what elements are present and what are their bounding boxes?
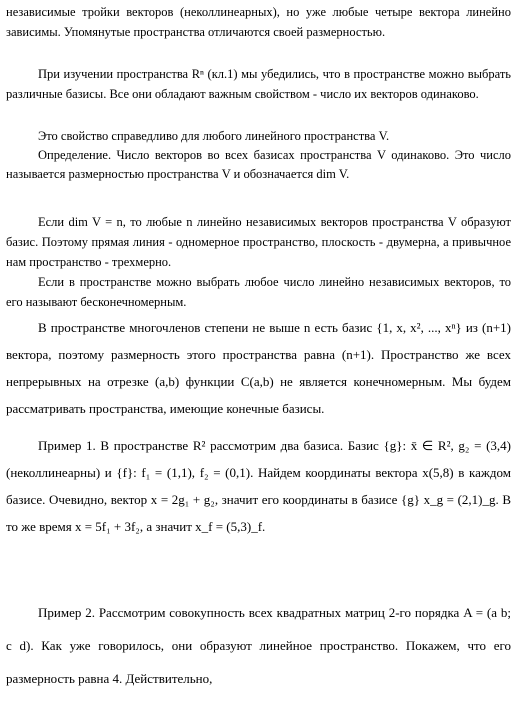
paragraph-intro: независимые тройки векторов (неколлинеарных), но уже любые четыре вектора линейно зависимы. Упомянутые пространства отличаются своей размерностью. bbox=[6, 5, 511, 39]
paragraph-example-1: Пример 1. В пространстве R² рассмотрим два базиса. Базис {g}: x̄ ∈ R², g₂ = (3,4) (неколлинеарны) и {f}: f₁ = (1,1), f₂ = (0,1). Найдем координаты вектора x(5,8) в каждом базисе. Очевидно, вектор x = 2g₁ + g₂, значит его координаты в базисе {g} x_g = (2,1)_g. В то же время x = 5f₁ + 3f₂, а значит x_f = (5,3)_f. bbox=[6, 438, 511, 534]
paragraph-rn-bases: При изучении пространства Rⁿ (кл.1) мы убедились, что в пространстве можно выбрать различные базисы. Все они обладают важным свойством - число их векторов одинаково. bbox=[6, 67, 511, 101]
paragraph-infinite-dimensional: Если в пространстве можно выбрать любое число линейно независимых векторов, то его называют бесконечномерным. bbox=[6, 275, 511, 309]
paragraph-any-space: Это свойство справедливо для любого линейного пространства V. bbox=[38, 129, 390, 143]
paragraph-dimension-n: Если dim V = n, то любые n линейно независимых векторов пространства V образуют базис. Поэтому прямая линия - одномерное пространство, плоскость - двумерна, а привычное нам пространство - трехмерно. bbox=[6, 215, 511, 269]
paragraph-definition: Определение. Число векторов во всех базисах пространства V одинаково. Это число называется размерностью пространства V и обозначается dim V. bbox=[6, 148, 511, 181]
paragraph-polynomial-basis: В пространстве многочленов степени не выше n есть базис {1, x, x², ..., xⁿ} из (n+1) вектора, поэтому размерность этого пространства равна (n+1). Пространство же всех непрерывных на отрезке (a,b) функции C(a,b) не является конечномерным. Мы будем рассматривать пространства, имеющие конечные базисы. bbox=[6, 320, 511, 416]
paragraph-example-2: Пример 2. Рассмотрим совокупность всех квадратных матриц 2-го порядка A = (a b; c d). Как уже говорилось, они образуют линейное пространство. Покажем, что его размерность равна 4. Действительно, bbox=[6, 605, 511, 686]
